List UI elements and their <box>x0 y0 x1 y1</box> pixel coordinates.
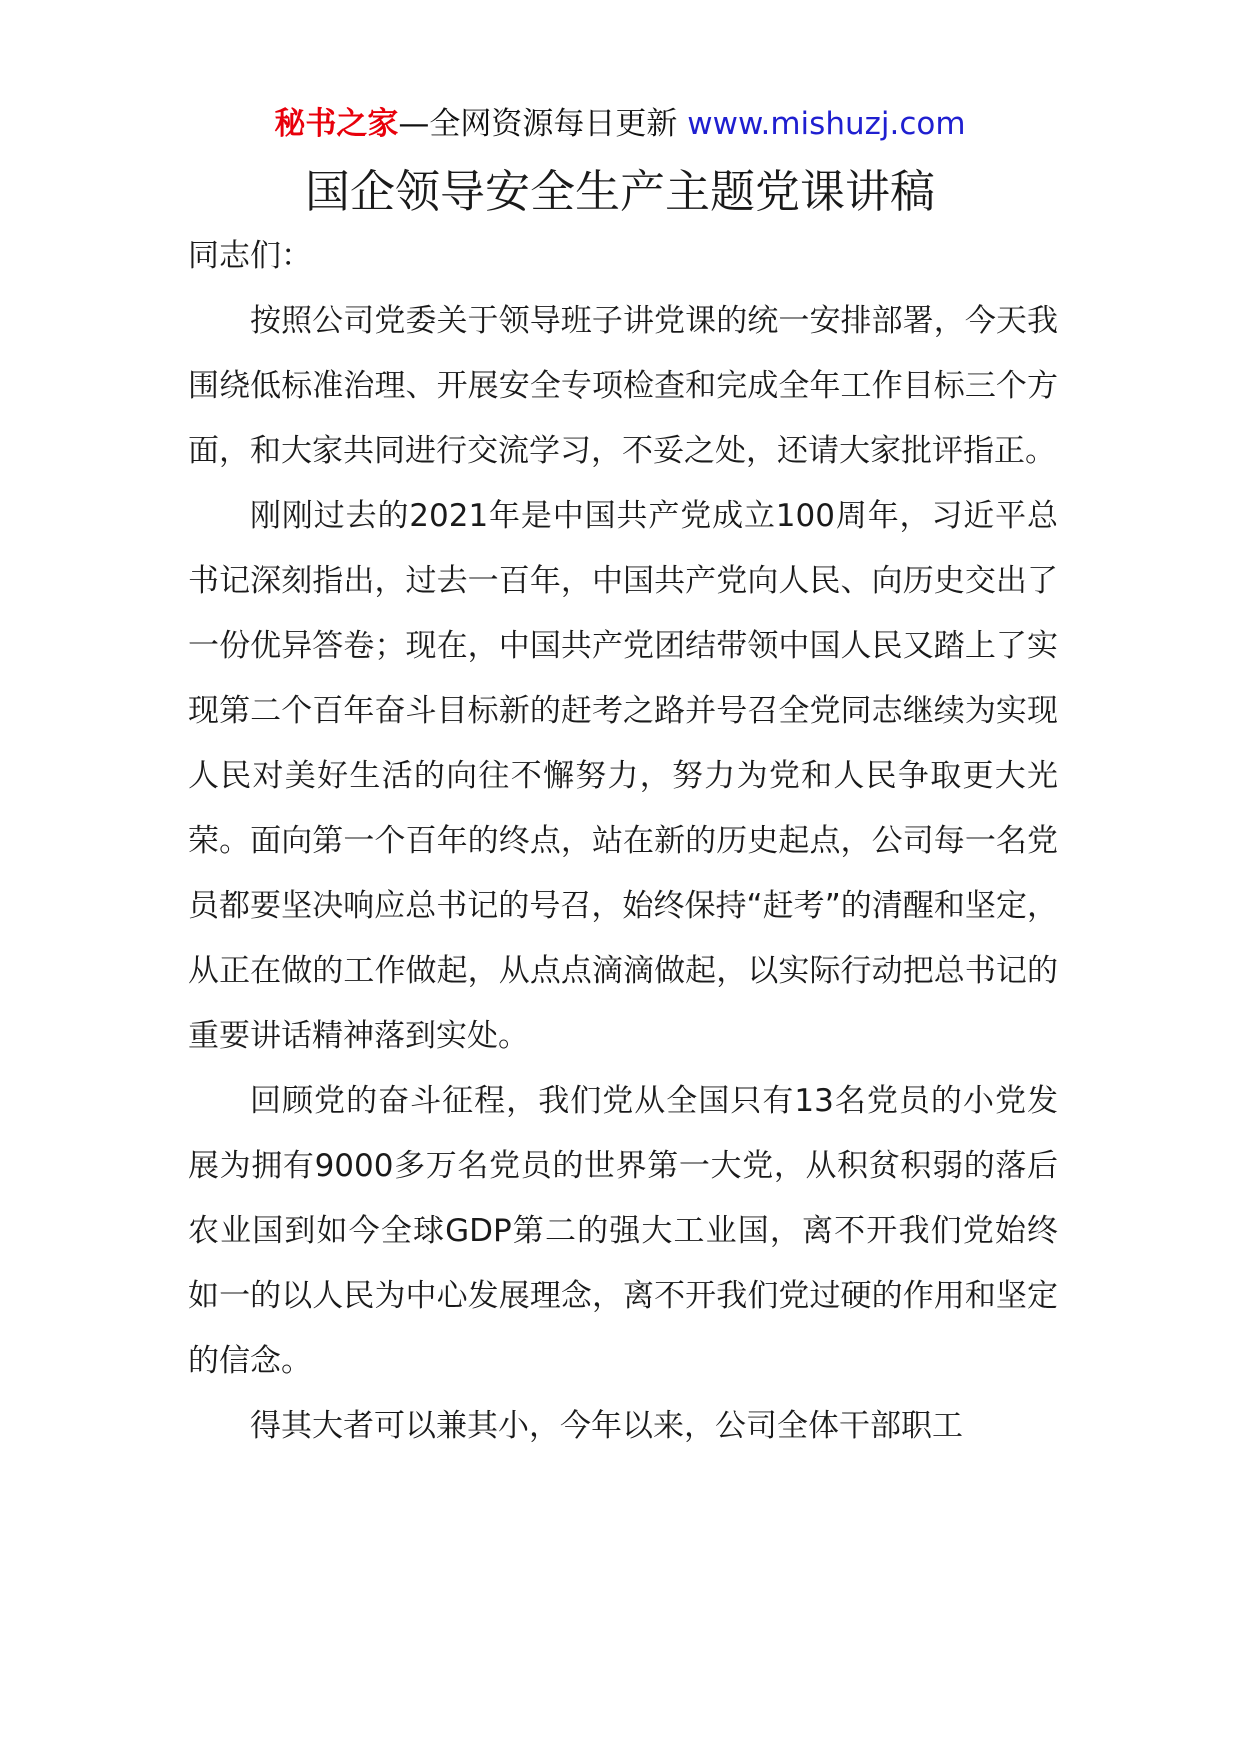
brand-name: 秘书之家 <box>274 106 399 142</box>
paragraph-4: 得其大者可以兼其小，今年以来，公司全体干部职工 <box>250 1408 963 1444</box>
header-slogan: —全网资源每日更新 <box>398 106 678 142</box>
paragraph-3: 回顾党的奋斗征程，我们党从全国只有13名党员的小党发展为拥有9000多万名党员的世界第一大党，从积贫积弱的落后农业国到如今全球GDP第二的强大工业国，离不开我们党始终如一的以人民为中心发展理念，离不开我们党过硬的作用和坚定的信念。 <box>188 1083 1058 1379</box>
paragraph-2: 刚刚过去的2021年是中国共产党成立100周年，习近平总书记深刻指出，过去一百年，中国共产党向人民、向历史交出了一份优异答卷；现在，中国共产党团结带领中国人民又踏上了实现第二个百年奋斗目标新的赶考之路并号召全党同志继续为实现人民对美好生活的向往不懈努力，努力为党和人民争取更大光荣。面向第一个百年的终点，站在新的历史起点，公司每一名党员都要坚决响应总书记的号召，始终保持“赶考”的清醒和坚定，从正在做的工作做起，从点点滴滴做起，以实际行动把总书记的重要讲话精神落到实处。 <box>188 498 1058 1054</box>
document-title: 国企领导安全生产主题党课讲稿 <box>304 165 935 218</box>
paragraph-1: 按照公司党委关于领导班子讲党课的统一安排部署，今天我围绕低标准治理、开展安全专项检查和完成全年工作目标三个方面，和大家共同进行交流学习，不妥之处，还请大家批评指正。 <box>188 303 1058 469</box>
site-header <box>0 102 1240 146</box>
site-url-link[interactable]: www.mishuzj.com <box>687 106 966 142</box>
salutation: 同志们： <box>188 238 312 274</box>
document-body <box>188 224 1058 1459</box>
